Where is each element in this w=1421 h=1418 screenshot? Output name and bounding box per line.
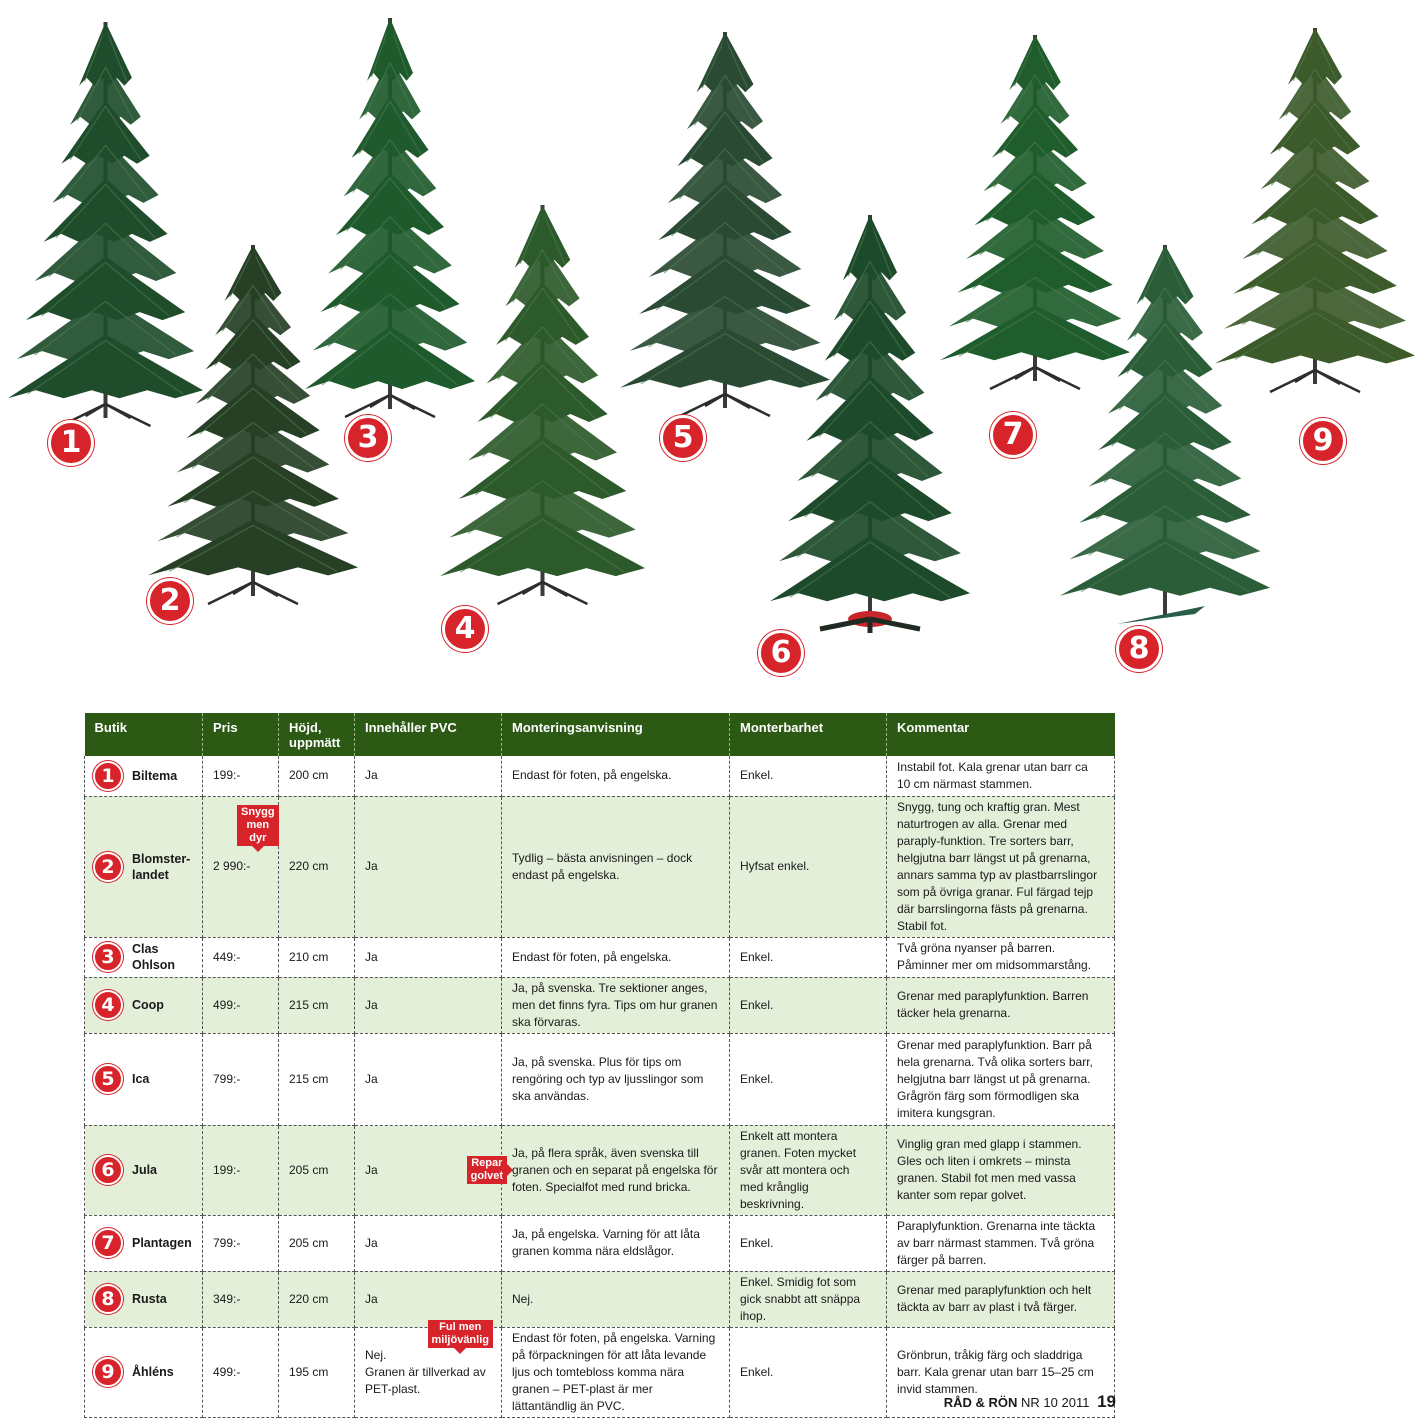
store-name: Clas Ohlson (132, 942, 176, 972)
height: 205 cm (289, 1162, 329, 1177)
page-footer (944, 1392, 1116, 1412)
cell-pvc (355, 756, 502, 796)
cell-price (203, 1125, 279, 1215)
price: 449:- (213, 949, 241, 964)
header-assembly: Monterbarhet (730, 713, 887, 756)
tree-image-4 (440, 205, 645, 610)
header-instructions: Monteringsanvisning (502, 713, 730, 756)
pvc: Ja (365, 1162, 378, 1177)
tree-number-badge: 5 (660, 415, 706, 461)
header-price: Pris (203, 713, 279, 756)
cell-assembly (730, 1125, 887, 1215)
magazine-name: RÅD & RÖN (943, 1395, 1018, 1410)
price: 799:- (213, 1071, 241, 1086)
cell-price (203, 1327, 279, 1417)
cell-comment (887, 977, 1115, 1033)
tree-image-9 (1215, 28, 1415, 398)
price: 199:- (213, 768, 241, 783)
cell-store (85, 977, 203, 1033)
row-number-badge: 2 (93, 852, 123, 882)
cell-pvc (355, 937, 502, 977)
price: 199:- (213, 1162, 241, 1177)
cell-assembly (730, 1033, 887, 1125)
issue-number: NR 10 2011 (1021, 1395, 1090, 1410)
assembly: Enkel. (740, 1364, 774, 1379)
table-row (85, 977, 1115, 1033)
cell-comment (887, 1033, 1115, 1125)
row-number-badge: 3 (93, 942, 123, 972)
cell-height (279, 977, 355, 1033)
tree-number-badge: 6 (758, 630, 804, 676)
store-name: Blomster- landet (132, 851, 191, 882)
store-name: Jula (132, 1163, 158, 1177)
comment: Grenar med paraplyfunktion och helt täckta av barr av plast i två färger. (897, 1283, 1092, 1314)
comment: Två gröna nyanser på barren. Påminner mer om midsommarstång. (897, 941, 1092, 972)
cell-store (85, 937, 203, 977)
height: 200 cm (289, 768, 329, 783)
store-name: Biltema (132, 768, 178, 783)
cell-price (203, 1215, 279, 1271)
height: 215 cm (289, 1071, 329, 1086)
cell-instructions (502, 1215, 730, 1271)
instructions: Ja, på svenska. Plus för tips om rengöring och typ av ljusslingor som ska användas. (512, 1054, 704, 1103)
row-number-badge: 6 (93, 1155, 123, 1185)
height: 215 cm (289, 997, 329, 1012)
cell-comment (887, 937, 1115, 977)
cell-height (279, 1125, 355, 1215)
row-number-badge: 9 (93, 1357, 123, 1387)
comment: Snygg, tung och kraftig gran. Mest naturtrogen av alla. Grenar med paraply-funktion. Tre sorters barr, helgjutna barr längst ut på grenarna, annars samma typ av plastbarrslingor som på övriga granar. Ful färgad tejp där barrslingorna fästs på grenarna. Stabil fot. (897, 799, 1098, 933)
height: 220 cm (289, 1291, 329, 1306)
height: 220 cm (289, 859, 329, 873)
assembly: Enkel. (740, 997, 774, 1012)
comment: Vinglig gran med glapp i stammen. Gles och liten i omkrets – minsta granen. Stabil fot men med vassa kanter som repar golvet. (897, 1137, 1082, 1202)
comparison-table (84, 713, 1114, 1418)
cell-price (203, 756, 279, 796)
row-number-badge: 8 (93, 1284, 123, 1314)
instructions: Endast för foten, på engelska. (512, 949, 672, 964)
instructions: Tydlig – bästa anvisningen – dock endast på engelska. (512, 850, 693, 882)
header-comment: Kommentar (887, 713, 1115, 756)
cell-instructions (502, 1125, 730, 1215)
pvc: Ja (365, 768, 378, 783)
assembly: Hyfsat enkel. (740, 859, 810, 873)
cell-height (279, 1271, 355, 1327)
instructions: Endast för foten, på engelska. Varning på förpackningen för att låta levande ljus och tomtebloss komma nära granen – PET-plast är mer lättantändlig än PVC. (512, 1330, 716, 1413)
callout-flag-repar: Repar golvet (467, 1156, 507, 1184)
cell-price (203, 796, 279, 937)
table-row (85, 1125, 1115, 1215)
cell-store (85, 796, 203, 937)
comment: Grenar med paraplyfunktion. Barr på hela grenarna. Två olika sorters barr, helgjutna barr längst ut på grenarna. Grågrön färg som förmodligen ska imitera kungsgran. (897, 1037, 1093, 1120)
price: 499:- (213, 997, 241, 1012)
cell-pvc (355, 1033, 502, 1125)
tree-number-badge: 9 (1300, 418, 1346, 464)
cell-pvc (355, 1320, 502, 1417)
instructions: Endast för foten, på engelska. (512, 768, 672, 783)
pvc: Ja (365, 859, 378, 873)
comment: Paraplyfunktion. Grenarna inte täckta av barr närmast stammen. Två gröna färger på barren. (897, 1218, 1096, 1267)
tree-number-badge: 8 (1116, 626, 1162, 672)
assembly: Enkel. Smidig fot som gick snabbt att snäppa ihop. (740, 1274, 861, 1323)
cell-store (85, 1033, 203, 1125)
pvc: Ja (365, 1071, 378, 1086)
cell-assembly (730, 1215, 887, 1271)
pvc: Ja (365, 997, 378, 1012)
tree-number-badge: 3 (345, 415, 391, 461)
cell-price (203, 977, 279, 1033)
tree-number-badge: 7 (990, 412, 1036, 458)
row-number-badge: 4 (93, 990, 123, 1020)
cell-assembly (730, 937, 887, 977)
cell-comment (887, 1215, 1115, 1271)
pvc: Nej. Granen är tillverkad av PET-plast. (365, 1347, 486, 1396)
pvc: Ja (365, 1235, 378, 1250)
height: 210 cm (289, 949, 329, 964)
cell-height (279, 1215, 355, 1271)
height: 205 cm (289, 1235, 329, 1250)
cell-pvc (355, 1215, 502, 1271)
pvc: Ja (365, 949, 378, 964)
price: 799:- (213, 1235, 241, 1250)
store-name: Ica (132, 1072, 150, 1086)
table-row (85, 796, 1115, 937)
assembly: Enkel. (740, 1235, 774, 1250)
height: 195 cm (289, 1364, 329, 1379)
comment: Instabil fot. Kala grenar utan barr ca 10 cm närmast stammen. (897, 759, 1088, 791)
assembly: Enkel. (740, 1071, 774, 1086)
cell-height (279, 796, 355, 937)
store-name: Plantagen (132, 1236, 192, 1250)
assembly: Enkel. (740, 949, 774, 964)
header-height: Höjd, uppmätt (279, 713, 355, 756)
tree-number-badge: 1 (48, 420, 94, 466)
instructions: Ja, på flera språk, även svenska till granen och en separat på engelska för foten. Specialfot med rund bricka. (512, 1145, 718, 1194)
cell-comment (887, 756, 1115, 796)
price: 499:- (213, 1364, 241, 1379)
price: 2 990:- (213, 859, 251, 873)
instructions: Nej. (512, 1291, 534, 1306)
cell-comment (887, 796, 1115, 937)
cell-price (203, 1271, 279, 1327)
instructions: Ja, på svenska. Tre sektioner anges, men det finns fyra. Tips om hur granen ska förvaras. (512, 980, 718, 1029)
cell-assembly (730, 1271, 887, 1327)
store-name: Åhléns (132, 1365, 174, 1379)
assembly: Enkel. (740, 768, 774, 783)
page-number: 19 (1097, 1392, 1116, 1411)
table-row (85, 1271, 1115, 1327)
cell-pvc (355, 1125, 502, 1215)
instructions: Ja, på engelska. Varning för att låta granen komma nära eldslågor. (512, 1227, 700, 1258)
store-name: Coop (132, 998, 164, 1012)
cell-pvc (355, 796, 502, 937)
cell-store (85, 1271, 203, 1327)
cell-comment (887, 1125, 1115, 1215)
cell-pvc (355, 977, 502, 1033)
cell-store (85, 1215, 203, 1271)
callout-flag-ful: Ful men miljövänlig (428, 1320, 493, 1348)
table-row (85, 1215, 1115, 1271)
comment: Grönbrun, tråkig färg och sladdriga barr. Kala grenar utan barr 15–25 cm invid stammen. (897, 1347, 1094, 1396)
cell-store (85, 756, 203, 796)
cell-instructions (502, 937, 730, 977)
cell-assembly (730, 1327, 887, 1417)
store-name: Rusta (132, 1292, 167, 1306)
cell-instructions (502, 1271, 730, 1327)
cell-assembly (730, 796, 887, 937)
table-row (85, 937, 1115, 977)
comment: Grenar med paraplyfunktion. Barren täcker hela grenarna. (897, 989, 1089, 1020)
cell-instructions (502, 977, 730, 1033)
price: 349:- (213, 1291, 241, 1306)
cell-store (85, 1125, 203, 1215)
cell-height (279, 756, 355, 796)
cell-instructions (502, 1033, 730, 1125)
header-pvc: Innehåller PVC (355, 713, 502, 756)
table-row (85, 756, 1115, 796)
row-number-badge: 7 (93, 1228, 123, 1258)
assembly: Enkelt att montera granen. Foten mycket svår att montera och med krånglig beskrivning. (740, 1128, 857, 1211)
callout-flag-snygg: Snygg men dyr (237, 805, 279, 846)
pvc: Ja (365, 1291, 378, 1306)
table-header-row (85, 713, 1115, 756)
cell-assembly (730, 756, 887, 796)
table-row (85, 1033, 1115, 1125)
row-number-badge: 5 (93, 1064, 123, 1094)
header-store: Butik (85, 713, 203, 756)
cell-store (85, 1327, 203, 1417)
cell-height (279, 1327, 355, 1417)
row-number-badge: 1 (93, 761, 123, 791)
cell-comment (887, 1271, 1115, 1327)
cell-instructions (502, 756, 730, 796)
cell-instructions (502, 796, 730, 937)
tree-number-badge: 2 (147, 578, 193, 624)
cell-assembly (730, 977, 887, 1033)
cell-instructions (502, 1327, 730, 1417)
cell-height (279, 937, 355, 977)
cell-price (203, 1033, 279, 1125)
cell-height (279, 1033, 355, 1125)
tree-number-badge: 4 (442, 606, 488, 652)
cell-price (203, 937, 279, 977)
